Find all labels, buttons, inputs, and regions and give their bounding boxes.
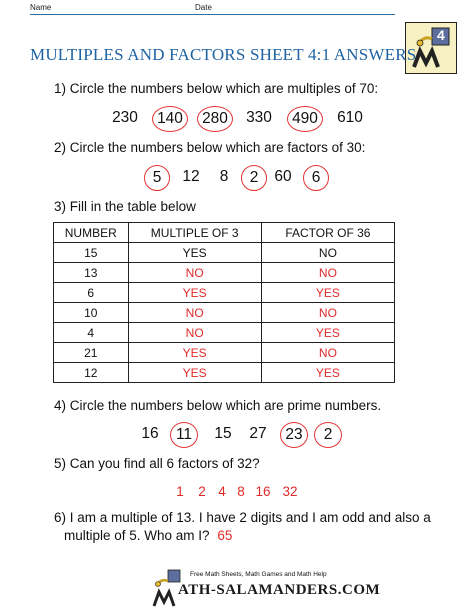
number: 60 <box>274 168 292 185</box>
table-row <box>54 343 395 363</box>
number: 610 <box>337 109 363 126</box>
table-row <box>54 243 395 263</box>
number-cell: 13 <box>54 263 129 283</box>
answer-cell: YES <box>128 343 261 363</box>
number-cell: 12 <box>54 363 129 383</box>
answer-cell: NO <box>128 303 261 323</box>
question-5-text: 5) Can you find all 6 factors of 32? <box>54 456 260 471</box>
circled-number: 2 <box>314 422 342 448</box>
factor-answer: 8 <box>237 484 245 499</box>
table-row <box>54 283 395 303</box>
factor-answer: 32 <box>282 484 298 499</box>
question-6-line-2: multiple of 5. Who am I? <box>64 528 210 543</box>
answer-cell: NO <box>261 263 394 283</box>
number: 8 <box>219 168 229 185</box>
answer-cell: NO <box>128 323 261 343</box>
question-4-numbers <box>0 424 474 446</box>
table-row <box>54 363 395 383</box>
number-cell: 21 <box>54 343 129 363</box>
question-6-answer: 65 <box>217 528 233 543</box>
answer-cell: YES <box>128 243 261 263</box>
question-2-text: 2) Circle the numbers below which are factors of 30: <box>54 140 366 155</box>
circled-number: 490 <box>287 106 323 132</box>
table-header-row <box>54 223 395 243</box>
factor-answer: 1 <box>176 484 184 499</box>
number: 12 <box>182 168 200 185</box>
question-2-numbers <box>0 167 474 189</box>
table-row <box>54 323 395 343</box>
question-1-numbers <box>0 108 474 130</box>
number-cell: 6 <box>54 283 129 303</box>
table-row <box>54 263 395 283</box>
answer-cell: NO <box>261 303 394 323</box>
number-cell: 4 <box>54 323 129 343</box>
question-3-text: 3) Fill in the table below <box>54 199 196 214</box>
question-1-text: 1) Circle the numbers below which are multiples of 70: <box>54 81 379 96</box>
circled-number: 2 <box>241 165 267 191</box>
date-label: Date <box>195 3 212 12</box>
answer-cell: YES <box>261 363 394 383</box>
circled-number: 6 <box>303 165 329 191</box>
number: 15 <box>214 425 232 442</box>
grade-number: 4 <box>437 27 445 43</box>
footer-brand: ATH-SALAMANDERS.COM <box>178 582 381 598</box>
question-6-line-1: 6) I am a multiple of 13. I have 2 digits and I am odd and also a <box>54 510 431 525</box>
circled-number: 140 <box>152 106 188 132</box>
answer-cell: YES <box>261 283 394 303</box>
factor-answer: 16 <box>255 484 271 499</box>
page-title: MULTIPLES AND FACTORS SHEET 4:1 ANSWERS <box>30 45 417 64</box>
number-cell: 10 <box>54 303 129 323</box>
number: 27 <box>249 425 267 442</box>
question-4-text: 4) Circle the numbers below which are prime numbers. <box>54 398 382 413</box>
answer-cell: NO <box>128 263 261 283</box>
number: 330 <box>246 109 272 126</box>
circled-number: 11 <box>170 422 198 448</box>
circled-number: 280 <box>197 106 233 132</box>
table-row <box>54 303 395 323</box>
answer-cell: YES <box>128 283 261 303</box>
footer-tagline: Free Math Sheets, Math Games and Math Help <box>190 571 327 578</box>
answer-cell: YES <box>261 323 394 343</box>
number-cell: 15 <box>54 243 129 263</box>
circled-number: 5 <box>144 165 170 191</box>
header-divider <box>30 14 395 15</box>
number: 230 <box>112 109 138 126</box>
question-5-answers <box>0 484 474 502</box>
column-header: FACTOR OF 36 <box>261 223 394 243</box>
factor-answer: 4 <box>218 484 226 499</box>
answer-cell: YES <box>128 363 261 383</box>
circled-number: 23 <box>280 422 308 448</box>
answer-cell: NO <box>261 243 394 263</box>
answer-cell: NO <box>261 343 394 363</box>
answer-table <box>53 222 395 383</box>
column-header: MULTIPLE OF 3 <box>128 223 261 243</box>
question-6-line-2-wrap <box>64 528 232 543</box>
factor-answer: 2 <box>198 484 206 499</box>
column-header: NUMBER <box>54 223 129 243</box>
name-label: Name <box>30 3 52 12</box>
number: 16 <box>141 425 159 442</box>
